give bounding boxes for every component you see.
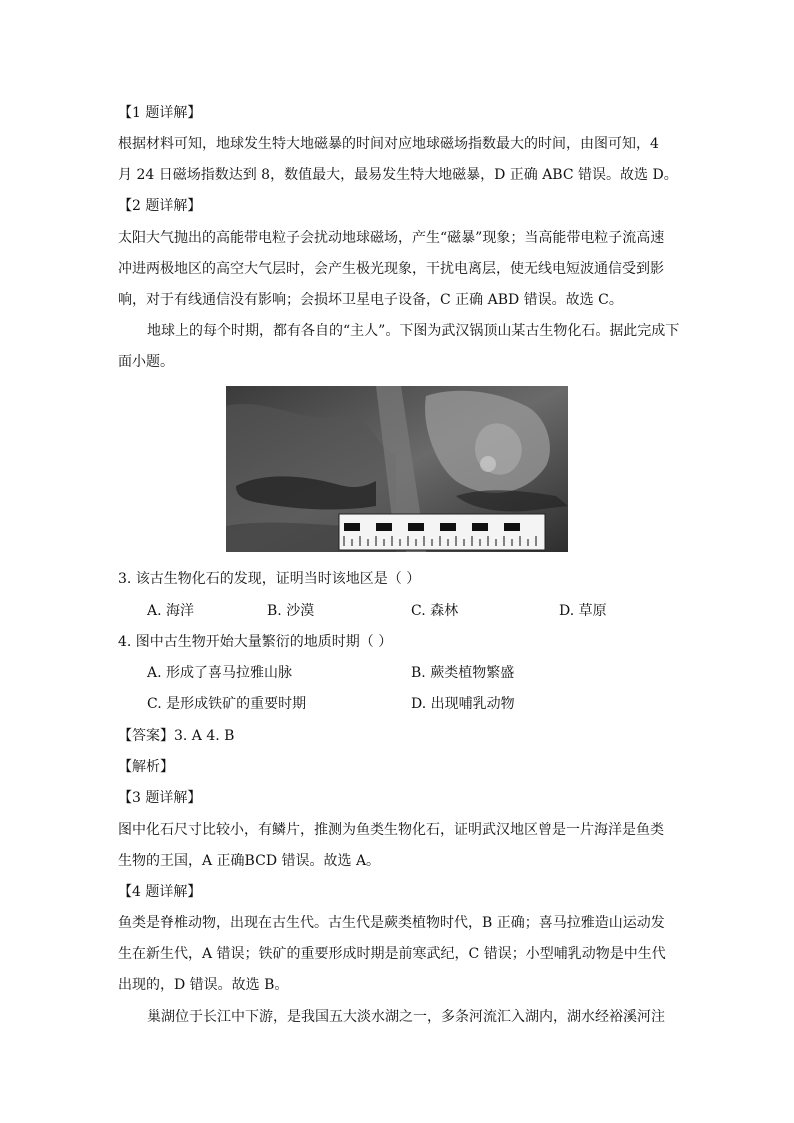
question3-option-b: B. 沙漠 xyxy=(267,603,315,619)
intro-line-1: 地球上的每个时期，都有各自的“主人”。下图为武汉锅顶山某古生物化石。据此完成下 xyxy=(147,323,680,339)
question4-stem: 4. 图中古生物开始大量繁衍的地质时期（ ） xyxy=(118,634,393,650)
q1-line-1: 根据材料可知，地球发生特大地磁暴的时间对应地球磁场指数最大的时间，由图可知，4 xyxy=(118,136,659,152)
q4-line-2: 生在新生代，A 错误；铁矿的重要形成时期是前寒武纪，C 错误；小型哺乳动物是中生代 xyxy=(118,946,666,962)
fossil-image xyxy=(226,386,568,552)
q2-heading: 【2 题详解】 xyxy=(118,198,202,214)
fossil-photo xyxy=(226,386,568,552)
scale-bar xyxy=(339,514,545,550)
q3-line-2: 生物的王国，A 正确BCD 错误。故选 A。 xyxy=(118,853,381,869)
q2-line-3: 响，对于有线通信没有影响；会损坏卫星电子设备，C 正确 ABD 错误。故选 C。 xyxy=(118,292,623,308)
q3-line-1: 图中化石尺寸比较小，有鳞片，推测为鱼类生物化石，证明武汉地区曾是一片海洋是鱼类 xyxy=(118,822,664,838)
next-intro: 巢湖位于长江中下游，是我国五大淡水湖之一，多条河流汇入湖内，湖水经裕溪河注 xyxy=(147,1009,665,1025)
q4-heading: 【4 题详解】 xyxy=(118,884,202,900)
q4-line-3: 出现的，D 错误。故选 B。 xyxy=(118,977,289,993)
question3-option-c: C. 森林 xyxy=(411,603,459,619)
question4-option-b: B. 蕨类植物繁盛 xyxy=(411,665,515,681)
question3-option-d: D. 草原 xyxy=(559,603,607,619)
intro-line-2: 面小题。 xyxy=(118,354,174,370)
question4-option-c: C. 是形成铁矿的重要时期 xyxy=(147,696,307,712)
analysis-heading: 【解析】 xyxy=(118,759,174,775)
q1-heading: 【1 题详解】 xyxy=(118,105,202,121)
q2-line-1: 太阳大气抛出的高能带电粒子会扰动地球磁场，产生“磁暴”现象；当高能带电粒子流高速 xyxy=(118,230,665,246)
q3-heading: 【3 题详解】 xyxy=(118,790,202,806)
question3-option-a: A. 海洋 xyxy=(147,603,195,619)
question3-stem: 3. 该古生物化石的发现，证明当时该地区是（ ） xyxy=(118,571,421,587)
q4-line-1: 鱼类是脊椎动物，出现在古生代。古生代是蕨类植物时代，B 正确；喜马拉雅造山运动发 xyxy=(118,915,665,931)
q1-line-2: 月 24 日磁场指数达到 8，数值最大，最易发生特大地磁暴，D 正确 ABC 错误。故选 D。 xyxy=(118,167,678,183)
answer-line: 【答案】3. A 4. B xyxy=(118,728,235,744)
question4-option-d: D. 出现哺乳动物 xyxy=(411,696,515,712)
q2-line-2: 冲进两极地区的高空大气层时，会产生极光现象，干扰电离层，使无线电短波通信受到影 xyxy=(118,261,664,277)
question4-option-a: A. 形成了喜马拉雅山脉 xyxy=(147,665,293,681)
